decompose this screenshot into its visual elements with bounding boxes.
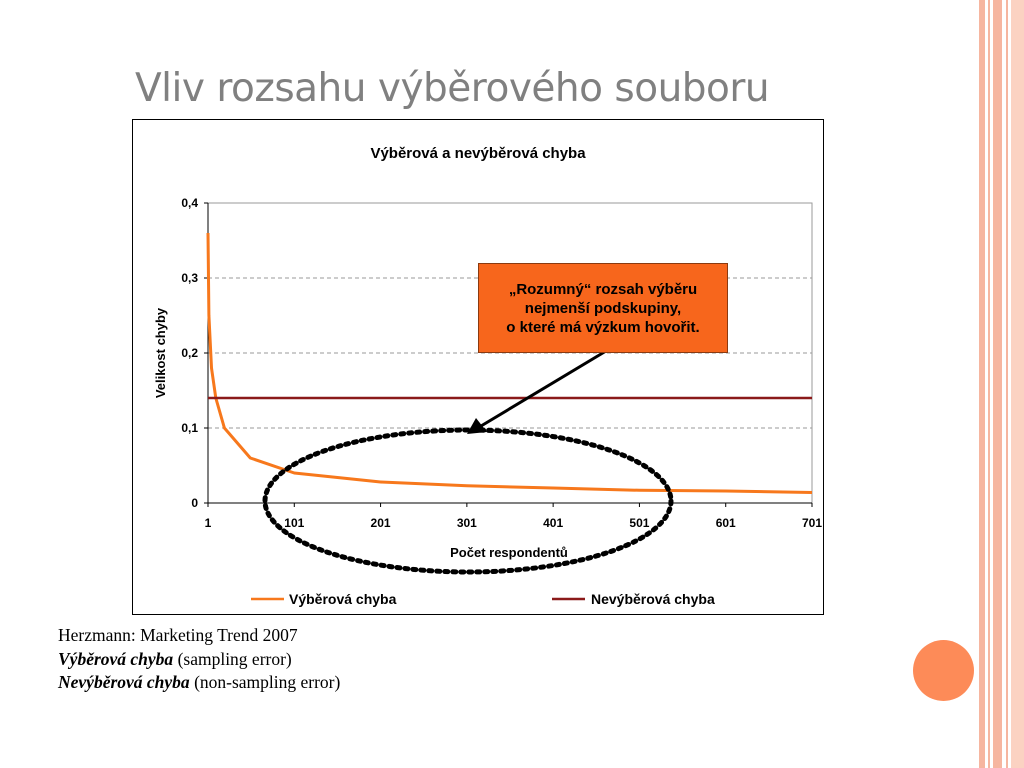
legend-label-non-sampling: Nevýběrová chyba: [591, 591, 715, 607]
caption-non-sampling-term: Nevýběrová chyba: [58, 672, 190, 692]
x-tick-label: 101: [284, 516, 305, 530]
x-tick-label: 401: [543, 516, 564, 530]
x-axis-label: Počet respondentů: [450, 545, 568, 560]
caption: [58, 624, 340, 695]
caption-source: Herzmann: Marketing Trend 2007: [58, 625, 298, 645]
y-tick-label: 0,2: [181, 346, 198, 360]
legend: [251, 591, 715, 607]
y-tick-label: 0: [191, 496, 198, 510]
slide-title: Vliv rozsahu výběrového souboru: [135, 66, 770, 111]
caption-non-sampling-desc: (non-sampling error): [189, 672, 341, 692]
x-tick-label: 1: [204, 516, 212, 530]
y-axis-label: Velikost chyby: [153, 307, 168, 399]
y-tick-label: 0,4: [181, 196, 198, 210]
caption-sampling: [58, 648, 340, 672]
x-tick-label: 601: [715, 516, 736, 530]
caption-non-sampling: [58, 671, 340, 695]
chart-title: Výběrová a nevýběrová chyba: [370, 145, 586, 162]
x-tick-label: 501: [629, 516, 650, 530]
chart: [133, 120, 823, 614]
caption-sampling-term: Výběrová chyba: [58, 648, 174, 669]
x-tick-label: 201: [370, 516, 391, 530]
x-tick-label: 701: [801, 516, 823, 530]
caption-sampling-desc: (sampling error): [173, 648, 292, 669]
chart-frame: [132, 119, 824, 615]
y-tick-label: 0,3: [181, 271, 198, 285]
decorative-circle: [913, 640, 974, 701]
legend-label-sampling: Výběrová chyba: [289, 591, 397, 607]
y-tick-label: 0,1: [181, 421, 198, 435]
x-tick-label: 301: [456, 516, 477, 530]
annotation-arrow: [467, 351, 606, 434]
annotation-callout: „Rozumný“ rozsah výběru nejmenší podskupiny, o které má výzkum hovořit.: [478, 263, 728, 353]
